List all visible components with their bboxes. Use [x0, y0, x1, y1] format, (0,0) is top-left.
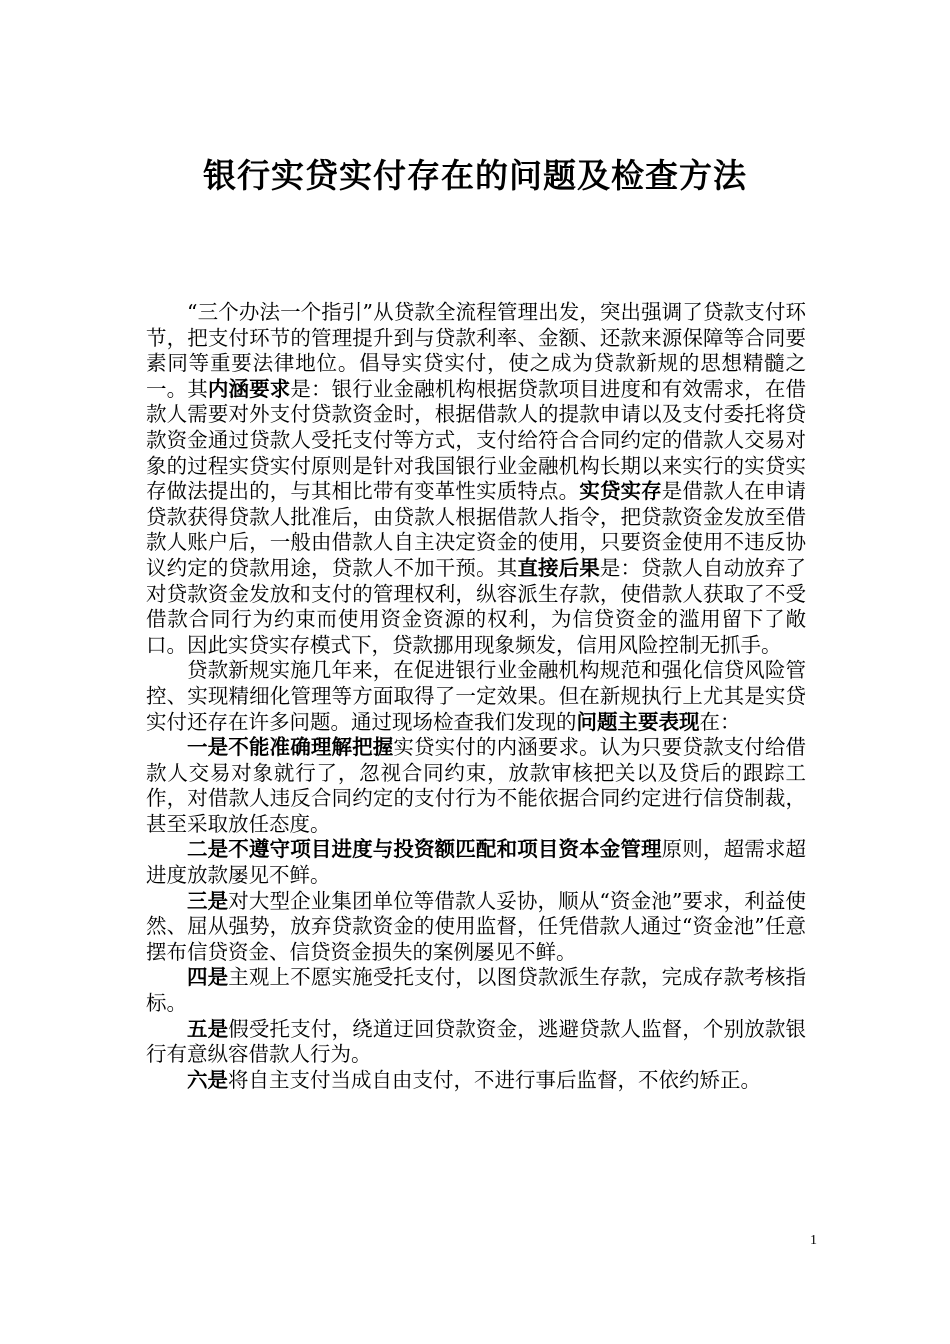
paragraph-issue-2	[146, 837, 806, 888]
issue-heading: 三是	[187, 888, 229, 913]
paragraph-issue-4	[146, 965, 806, 1016]
paragraph-issue-5	[146, 1017, 806, 1068]
paragraph-text: 将自主支付当成自由支付，不进行事后监督，不依约矫正。	[228, 1067, 761, 1092]
paragraph-issue-1	[146, 735, 806, 837]
paragraph-text: 实贷实付的内涵要求。认为只要贷款支付给借款人交易对象就行了，忽视合同约束，放款审核把关以及贷后的跟踪工作，对借款人违反合同约定的支付行为不能依据合同约定进行信贷制裁，甚至采取放任态度。	[146, 735, 807, 836]
issue-heading: 五是	[187, 1016, 229, 1041]
emphasis-term: 内涵要求	[207, 376, 291, 401]
paragraph-text: 是借款人在申请贷款获得贷款人批准后，由贷款人根据借款人指令，把贷款资金发放至借款人账户后，一般由借款人自主决定资金的使用，只要资金使用不违反协议约定的贷款用途，贷款人不加干预。其	[146, 479, 807, 580]
issue-heading: 二是不遵守项目进度与投资额匹配和项目资本金管理	[187, 837, 662, 862]
paragraph-text: 贷款新规实施几年来，在促进银行业金融机构规范和强化信贷风险管控、实现精细化管理等方面取得了一定效果。但在新规执行上尤其是实贷实付还存在许多问题。通过现场检查我们发现的	[146, 658, 806, 734]
paragraph-text: 对大型企业集团单位等借款人妥协，顺从“资金池”要求，利益使然、屈从强势，放弃贷款资金的使用监督，任凭借款人通过“资金池”任意摆布信贷资金、信贷资金损失的案例屡见不鲜。	[146, 888, 807, 964]
paragraph-findings-intro	[146, 658, 806, 735]
paragraph-text: 假受托支付，绕道迂回贷款资金，逃避贷款人监督，个别放款银行有意纵容借款人行为。	[146, 1016, 807, 1067]
paragraph-text: “三个办法一个指引”从贷款全流程管理出发，突出强调了贷款支付环节，把支付环节的管理提升到与贷款利率、金额、还款来源保障等合同要素同等重要法律地位。倡导实贷实付，使之成为贷款新规的思想精髓之一。其	[146, 300, 806, 401]
issue-heading: 四是	[187, 965, 229, 990]
document-title: 银行实贷实付存在的问题及检查方法	[203, 156, 747, 195]
emphasis-term: 实贷实存	[579, 479, 662, 504]
paragraph-text: 原则，超需求超进度放款屡见不鲜。	[146, 837, 806, 888]
document-body	[146, 300, 806, 1093]
issue-heading: 六是	[187, 1067, 228, 1092]
paragraph-text: 在：	[699, 709, 741, 734]
page-number: 1	[810, 1233, 817, 1248]
emphasis-term: 问题主要表现	[576, 709, 700, 734]
paragraph-intro	[146, 300, 806, 658]
paragraph-text: 是：银行业金融机构根据贷款项目进度和有效需求，在借款人需要对外支付贷款资金时，根据借款人的提款申请以及支付委托将贷款资金通过贷款人受托支付等方式，支付给符合合同约定的借款人交易对象的过程实贷实付原则是针对我国银行业金融机构长期以来实行的实贷实存做法提出的，与其相比带有变革性实质特点。	[146, 376, 807, 504]
paragraph-issue-3	[146, 889, 806, 966]
paragraph-issue-6	[146, 1068, 806, 1094]
paragraph-text: 主观上不愿实施受托支付，以图贷款派生存款，完成存款考核指标。	[146, 965, 807, 1016]
emphasis-term: 直接后果	[517, 555, 600, 580]
paragraph-text: 是：贷款人自动放弃了对贷款资金发放和支付的管理权利，纵容派生存款，使借款人获取了不受借款合同行为约束而使用资金资源的权利，为信贷资金的滥用留下了敞口。因此实贷实存模式下，贷款挪用现象频发，信用风险控制无抓手。	[146, 555, 807, 657]
issue-heading: 一是不能准确理解把握	[187, 735, 394, 760]
